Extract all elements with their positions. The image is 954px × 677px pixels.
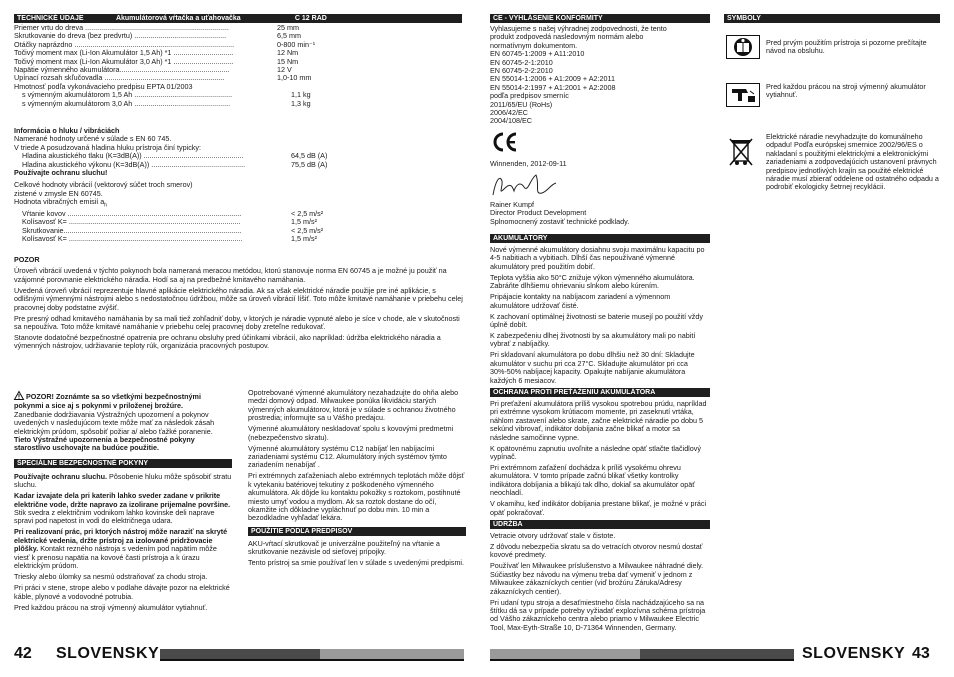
signer-name: Rainer Kumpf: [490, 199, 534, 209]
battery-safety-paragraph: Opotrebované výmenné akumulátory nezahadzujte do ohňa alebo medzi domový odpad. Milwaukee ponúka likvidáciu starých výmenných akumulátorov, ktorá je v súlade s ochranou životného prostredia; informujte sa u Vášho predajcu.: [248, 388, 459, 423]
maintenance-header: ÚDRŽBA: [490, 520, 710, 529]
battery-paragraph: Pripájacie kontakty na nabíjacom zariadení a výmennom akumulátore udržovať čisté.: [490, 292, 671, 310]
spec-value: 12 Nm: [277, 48, 299, 58]
spec-label: Upínací rozsah skľučovadla ............................................................: [14, 73, 225, 83]
ce-mark: [492, 132, 710, 154]
battery-safety-paragraph: Pri extrémnych zaťaženiach alebo extrémnych teplotách môže dôjsť k vytekaniu batériovej tekutiny z poškodeného výmenného akumulátora. Ak dôjde ku kontaktu pokožky s roztokom, postihnuté miesto umyť vodou a mydlom. Ak sa roztok dostane do očí, okamžite ich dôkladne vypláchnuť po dobu min. 10 min a bezodkladne vyhľadať lekára.: [248, 471, 465, 523]
ce-line: EN 60745-2-2:2010: [490, 66, 553, 76]
special-safety-paragraph: [14, 584, 232, 601]
ce-line: produkt zodpovedá nasledovným normám alebo: [490, 32, 644, 42]
overload-header: OCHRANA PROTI PREŤAŽENIU AKUMULÁTORA: [490, 388, 710, 397]
pozor-paragraph: Uvedená úroveň vibrácií reprezentuje hlavné aplikácie elektrického náradia. Ak sa však elektrické náradie použije pre iné aplikácie, s odlišnými výmennými nástrojmi alebo s nedostatočnou údržbou, môže sa úroveň vibrácií líšiť. Toto môže kmitavé namáhanie v priebehu celej pracovnej doby podstatne zvýšiť.: [14, 285, 463, 312]
weight-title: Hmotnosť podľa vykonávacieho predpisu EPTA 01/2003: [14, 81, 193, 91]
special-safety-text: Kontakt rezného nástroja s vedením pod napätím môže viesť k prenosu napätia na kovové časti prístroja a k úrazu elektrickým prúdom.: [14, 544, 217, 571]
vibration-value: 1,5 m/s²: [291, 234, 317, 244]
vibration-label: Kolísavosť K= .......................................................................................: [22, 234, 243, 244]
general-warning: [14, 391, 232, 453]
vib-text-3: Hodnota vibračných emisií $a_h$: [14, 197, 108, 209]
special-safety-text: Pri práci v stene, strope alebo v podlahe dávajte pozor na elektrické káble, plynové a vodovodné potrubia.: [14, 583, 230, 601]
specs-header: [14, 14, 462, 23]
vibration-row: [22, 235, 316, 243]
ce-line: 2011/65/EU (RoHs): [490, 99, 553, 109]
specs-tab-model: C 12 RAD: [294, 15, 327, 22]
usage-paragraph: Tento prístroj sa smie používať len v súlade s uvedenými predpismi.: [248, 558, 465, 568]
ce-line: EN 60745-2-1:2010: [490, 57, 553, 67]
ce-line: EN 55014-1:2006 + A1:2009 + A2:2011: [490, 74, 615, 84]
noise-title: Informácia o hluku / vibráciách: [14, 125, 120, 135]
maintenance-paragraph: Pri udaní typu stroja a desaťmiestneho čísla nachádzajúceho sa na štítku dá sa v prípade potreby vyžiadať explozívna schéma prístroja od Vášho zákazníckeho centra alebo priamo v Milwaukee Electric Tool, Max-Eyth-Straße 10, D-71364 Winnenden, Germany.: [490, 597, 706, 632]
page-number-right: 43: [912, 645, 930, 662]
special-safety-bold: Kadar izvajate dela pri katerih lahko sveder zadane v prikrite električne vode, držte napravo za izolirane prijemalne površine.: [14, 491, 231, 509]
weight-label: s výmenným akumulátorom 1,5 Ah .................................................: [22, 90, 233, 100]
noise-text-1: Namerané hodnoty určené v súlade s EN 60 745.: [14, 134, 172, 144]
vib-text-1: Celkové hodnoty vibrácií (vektorový súčet troch smerov): [14, 180, 193, 190]
special-safety-text: Stik svedra z električnim vodnikom lahko kovinske deli naprave spravi pod napetost in vodi do električnega udara.: [14, 508, 215, 526]
battery-paragraph: K zachovaní optimálnej životnosti se baterie musejí po použití vždy úplně dobít.: [490, 311, 703, 329]
warning-bold-text-2: Tieto Výstražné upozornenia a bezpečnostné pokyny starostlivo uschovajte na budúce použitie.: [14, 435, 195, 453]
warning-bold-text: POZOR! Zoznámte sa so všetkými bezpečnostnými pokynmi a sice aj s pokynmi v priloženej brožúre.: [14, 392, 201, 411]
symbol-item-disposal: [724, 133, 940, 213]
noise-row: [22, 159, 328, 169]
symbol-text-disposal: Elektrické náradie nevyhadzujte do komunálneho odpadu! Podľa európskej smernice 2002/96/ES o nakladaní s použitými elektrickými a elektronickými zariadeniami a zodpovedajúcich ustanovení právnych predpisov jednotlivých krajín sa použité elektrické náradie musí zbierať oddelene od ostatného odpadu a podrobiť ekologicky šetrnej recyklácii.: [766, 132, 939, 192]
footer-bar-left: [160, 649, 320, 659]
maintenance-paragraph: Používať len Milwaukee príslušenstvo a Milwaukee náhradné diely. Súčiastky bez návodu na výmenu treba dať vymeniť v jednom z Milwaukee zákazníckych centier (viď brožúru Záruka/Adresy zákazníckych centier).: [490, 561, 704, 596]
overload-paragraph: V okamihu, keď indikátor dobíjania prestane blikať, je možné v práci opäť pokračovať.: [490, 499, 707, 517]
special-safety-header: ŠPECIÁLNE BEZPEČNOSTNÉ POKYNY: [14, 459, 232, 468]
spec-label: Napätie výmenného akumulátora.......................................................: [14, 64, 230, 74]
vibration-value: 1,5 m/s²: [291, 217, 317, 227]
weight-value: 1,1 kg: [291, 90, 311, 100]
remove-battery-icon: [726, 83, 760, 109]
spec-label: Otáčky naprázdno ................................................................................: [14, 39, 235, 49]
language-label-right: SLOVENSKY: [802, 645, 906, 662]
noise-value: 64,5 dB (A): [291, 151, 328, 161]
special-safety-bold: Používajte ochranu sluchu.: [14, 471, 108, 481]
place-date: Winnenden, 2012-09-11: [490, 159, 567, 169]
footer-line-left: [160, 659, 464, 661]
special-safety-text: Pôsobenie hluku môže spôsobiť stratu sluchu.: [14, 471, 232, 490]
usage-paragraph: AKU-vŕtací skrutkovač je univerzálne použiteľný na vŕtanie a skrutkovanie nezávisle od sieťovej prípojky.: [248, 538, 440, 557]
read-manual-icon: [726, 35, 760, 61]
specs-tab-title: TECHNICKÉ ÚDAJE: [17, 15, 84, 22]
overload-paragraph: Pri preťažení akumulátora príliš vysokou spotrebou prúdu, napríklad pri extrémne vysokom krútiacom momente, pri zaseknutí vrtáka, náhlom zastavení alebo skrate, začne elektrické náradie po dobu 5 sekúnd vibrovať, indikátor dobíjania začne blikať a motor sa následne samočinne vypne.: [490, 398, 707, 442]
spec-label: Točivý moment max (Li-Ion Akumulátor 3,0 Ah) *1 ..............................: [14, 56, 234, 66]
special-safety-text: Triesky alebo úlomky sa nesmú odstraňovať za chodu stroja.: [14, 572, 208, 582]
battery-paragraph: Pri skladovaní akumulátora po dobu dlhšiu než 30 dní: Skladujte akumulátor v suchu pri cca 27°C. Skladujte akumulátor pri cca 30%-50% nabíjacej kapacity. Opakujte nabíjanie akumulátora každých 6 mesiacov.: [490, 350, 695, 385]
spec-value: 15 Nm: [277, 56, 299, 66]
symbol-item-manual: [724, 35, 940, 75]
battery-safety-paragraph: Výmenné akumulátory neskladovať spolu s kovovými predmetmi (nebezpečenstvo skratu).: [248, 424, 454, 442]
signature: [490, 171, 710, 201]
special-safety-text: Pred každou prácou na stroji výmenný akumulátor vytiahnuť.: [14, 602, 208, 612]
usage-header: POUŽITIE PODĽA PREDPISOV: [248, 527, 466, 536]
signer-note: Splnomocnený zostaviť technické podklady.: [490, 216, 630, 226]
noise-warning: Používajte ochranu sluchu!: [14, 167, 108, 177]
symbols-header: SYMBOLY: [724, 14, 940, 23]
symbol-item-battery: [724, 79, 940, 125]
footer-bar-right: [490, 649, 640, 659]
pozor-paragraph: Pre presný odhad kmitavého namáhania by sa mali tiež zohľadniť doby, v ktorých je náradie vypnuté alebo je síce v chode, ale v skutočnosti sa nepoužíva. Toto môže kmitavé namáhanie v priebehu celej pracovnej doby zreteľne redukovať.: [14, 313, 460, 332]
ce-line: normatívnym dokumentom.: [490, 40, 578, 50]
spec-value: 25 mm: [277, 23, 299, 32]
pozor-paragraph: Úroveň vibrácií uvedená v týchto pokynoch bola nameraná meracou metódou, ktorú stanovuje norma EN 60745 a je možné ju použiť na vzájomné porovnanie elektrického náradia. Hodí sa aj na predbežné kmitavého namáhania.: [14, 266, 447, 284]
vibration-value: < 2,5 m/s²: [291, 208, 324, 218]
battery-paragraph: Teplota vyššia ako 50°C znižuje výkon výmenného akumulátora. Zabráňte dlhšiemu ohrievaniu slnkom alebo kúrením.: [490, 272, 695, 291]
spec-label: Priemer vrtu do dreva ........................................................................: [14, 23, 229, 32]
ce-line: podľa predpisov smerníc: [490, 91, 569, 101]
special-safety-paragraph: [14, 573, 232, 581]
ce-line: EN 55014-2:1997 + A1:2001 + A2:2008: [490, 82, 616, 92]
spec-value: 0-800 min⁻¹: [277, 39, 316, 49]
spec-label: Točivý moment max (Li-Ion Akumulátor 1,5 Ah) *1 ..............................: [14, 48, 234, 58]
battery-paragraph: K zabezpečeniu dlhej životnosti by sa akumulátory mali po nabití vybrať z nabíjačky.: [490, 330, 696, 349]
noise-label: Hladina akustického tlaku (K=3dB(A)) ..................................................: [22, 151, 244, 161]
weight-value: 1,3 kg: [291, 98, 311, 108]
middle-column: [248, 389, 466, 570]
footer-bar-left-light: [320, 649, 464, 659]
symbols-column: [724, 14, 940, 213]
overload-paragraph: Pri extrémnom zaťažení dochádza k príliš vysokému ohrevu akumulátora. V tomto prípade začnú blikať všetky kontrolky indikátora dobíjania a blikajú tak dlho, dokiaľ sa akumulátor opäť neochladí.: [490, 463, 695, 498]
safety-column: [14, 391, 232, 615]
pozor-section: [14, 256, 464, 353]
ce-line: EN 60745-1:2009 + A11:2010: [490, 49, 585, 59]
weight-label: s výmenným akumulátorom 3,0 Ah ................................................: [22, 98, 231, 108]
special-safety-bold: Pri realizovaní prác, pri ktorých nástroj môže naraziť na skryté elektrické vedenia, držte prístroj za izolované pridržovacie plôšky.: [14, 527, 228, 554]
footer-bar-right-dark: [640, 649, 794, 659]
battery-safety-paragraph: Výmenné akumulátory systému C12 nabíjať len nabíjacími zariadeniami systému C12. Akumulátory iných systémov týmto zariadením nenabíjať .: [248, 443, 447, 470]
signer-title: Director Product Development: [490, 208, 587, 218]
spec-value: 1,0-10 mm: [277, 73, 312, 83]
specs-list: [14, 23, 328, 244]
ce-line: 2004/108/EC: [490, 116, 532, 126]
special-safety-paragraph: [14, 528, 232, 570]
spec-label: Skrutkovanie do dreva (bez predvrtu) ..............................................: [14, 31, 227, 41]
pozor-title: POZOR: [14, 255, 40, 264]
noise-label: Hladina akustického výkonu (K=3dB(A)) ...............................................: [22, 159, 246, 169]
spec-value: 6,5 mm: [277, 31, 301, 41]
vib-text-2: zistené v zmysle EN 60745.: [14, 188, 103, 198]
special-safety-paragraph: [14, 473, 232, 490]
weight-row: [22, 100, 316, 108]
page-number-left: 42: [14, 645, 32, 662]
noise-value: 75,5 dB (A): [291, 159, 328, 169]
spec-row: [14, 74, 316, 82]
footer-line-right: [490, 659, 794, 661]
vibration-label: Vŕtanie kovov .......................................................................................: [22, 208, 242, 218]
overload-paragraph: K opätovnému zapnutiu uvoľnite a následne opäť stlačte tlačidlový vypínač.: [490, 443, 701, 461]
symbol-text-battery: Pred každou prácou na stroji výmenný akumulátor vytiahnuť.: [766, 82, 926, 100]
ce-column: [490, 14, 710, 635]
spec-value: 12 V: [277, 64, 292, 74]
battery-header: AKUMULÁTORY: [490, 234, 710, 243]
vibration-value: < 2,5 m/s²: [291, 225, 324, 235]
ce-header: CE - VYHLÁSENIE KONFORMITY: [490, 14, 710, 23]
special-safety-paragraph: [14, 492, 232, 526]
special-safety-paragraph: [14, 604, 232, 612]
vibration-label: Skrutkovanie.........................................................................................: [22, 225, 242, 235]
maintenance-paragraph: Z dôvodu nebezpečia skratu sa do vetracích otvorov nesmú dostať kovové predmety.: [490, 542, 703, 560]
pozor-paragraph: Stanovte dodatočné bezpečnostné opatrenia pre ochranu obsluhy pred účinkami vibrácií, ako napríklad: údržba elektrického náradia a výmenných nástrojov, udržiavanie teploty rúk, organizácia pracovných postupov.: [14, 333, 441, 351]
specs-tab-product: Akumulátorová vŕtačka a uťahovačka: [115, 15, 241, 22]
waste-bin-crossed-icon: [728, 137, 754, 169]
vib-subscript: h: [104, 202, 108, 209]
noise-text-2: V triede A posudzovaná hladina hluku prístroja činí typicky:: [14, 142, 201, 152]
ce-line: 2006/42/EC: [490, 108, 528, 118]
ce-line: Vyhlasujeme s našej výhradnej zodpovednosti, že tento: [490, 24, 667, 33]
symbol-text-manual: Pred prvým použitím prístroja si pozorne prečítajte návod na obsluhu.: [766, 38, 927, 56]
maintenance-paragraph: Vetracie otvory udržovať stale v čistote.: [490, 531, 616, 541]
battery-paragraph: Nové výmenné akumulátory dosiahnu svoju maximálnu kapacitu po 4-5 nabitiach a vybitiach. Dlhší čas nepoužívané výmenné akumulátory pred použitím dobiť.: [490, 244, 705, 271]
vibration-label: Kolísavosť K= ......................................................................................: [22, 217, 241, 227]
language-label-left: SLOVENSKY: [56, 645, 160, 662]
warning-text: Zanedbanie dodržiavania Výstražných upozornení a pokynov uvedených v nasledujúcom texte môže mať za následok zásah elektrickým prúdom, spôsobiť požiar a/ alebo ťažké poranenie.: [14, 409, 215, 436]
